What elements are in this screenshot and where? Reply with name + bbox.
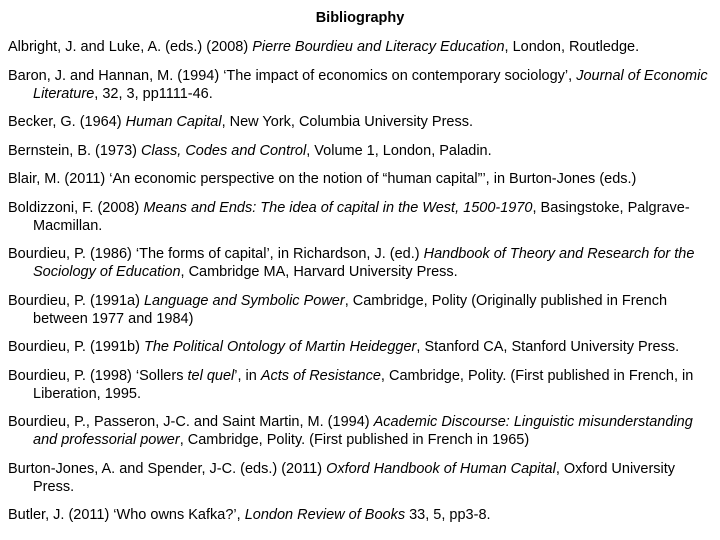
reference-item [0,367,716,403]
reference-title: Pierre Bourdieu and Literacy Education [252,39,505,55]
reference-text: Baron, J. and Hannan, M. (1994) ‘The impact of economics on contemporary sociology’, [8,67,577,84]
reference-text: , Cambridge, Polity. (First published in French, in Liberation, 1995. [33,367,694,402]
reference-item [0,506,716,524]
reference-title: Oxford Handbook of Human Capital [326,460,556,477]
reference-text: , Oxford University Press. [33,460,676,495]
reference-text: , Cambridge MA, Harvard University Press. [180,264,458,280]
page-title: Bibliography [315,10,405,26]
reference-title: Means and Ends: The idea of capital in the West, 1500-1970 [143,199,533,216]
reference-item [0,292,716,328]
reference-title: Acts of Resistance [260,367,381,384]
reference-item [0,460,716,496]
reference-text: , Basingstoke, Palgrave-Macmillan. [33,199,690,234]
reference-title: Journal of Economic Literature [33,67,708,102]
reference-text: Burton-Jones, A. and Spender, J-C. (eds.) (2011) [8,460,327,477]
reference-item [0,199,716,235]
reference-item [0,245,716,281]
reference-item [0,338,716,356]
reference-title: Academic Discourse: Linguistic misunderstanding and professorial power [33,414,693,448]
reference-item [0,67,716,103]
reference-text: ’, in [234,367,261,384]
reference-text: , 32, 3, pp1111-46. [94,85,213,102]
reference-text: , Cambridge, Polity. (First published in French in 1965) [179,432,530,448]
reference-text: , New York, Columbia University Press. [221,114,474,130]
reference-item [0,113,716,131]
reference-text: Bourdieu, P., Passeron, J-C. and Saint Martin, M. (1994) [8,414,374,430]
reference-title: London Review of Books [244,507,406,523]
reference-text: Boldizzoni, F. (2008) [8,199,144,216]
reference-title: The Political Ontology of Martin Heidegger [143,339,417,355]
reference-text: , Stanford CA, Stanford University Press. [416,339,680,355]
reference-title: Handbook of Theory and Research for the Sociology of Education [33,246,695,280]
reference-text: Bourdieu, P. (1991a) [8,292,144,309]
reference-text: , Volume 1, London, Paladin. [306,142,492,159]
reference-item [0,142,716,160]
reference-item [0,170,716,188]
reference-text: , Cambridge, Polity (Originally published in French between 1977 and 1984) [33,292,668,327]
reference-text: Albright, J. and Luke, A. (eds.) (2008) [8,39,253,55]
reference-text: Blair, M. (2011) ‘An economic perspective on the notion of “human capital”’, in Burton-Jones (eds.) [8,171,637,187]
reference-text: Bourdieu, P. (1991b) [8,339,144,355]
reference-text: Becker, G. (1964) [8,114,126,130]
reference-item [0,38,716,56]
reference-text: 33, 5, pp3-8. [405,507,491,523]
reference-title: Language and Symbolic Power [143,292,345,309]
reference-title: tel quel [187,367,235,384]
reference-text: Bernstein, B. (1973) [8,142,141,159]
reference-text: Bourdieu, P. (1986) ‘The forms of capital’, in Richardson, J. (ed.) [8,246,424,262]
reference-item [0,413,716,449]
reference-title: Class, Codes and Control [141,142,307,159]
reference-text: , London, Routledge. [504,39,640,55]
reference-text: Bourdieu, P. (1998) ‘Sollers [8,367,188,384]
reference-text: Butler, J. (2011) ‘Who owns Kafka?’, [8,507,245,523]
reference-title: Human Capital [125,114,222,130]
